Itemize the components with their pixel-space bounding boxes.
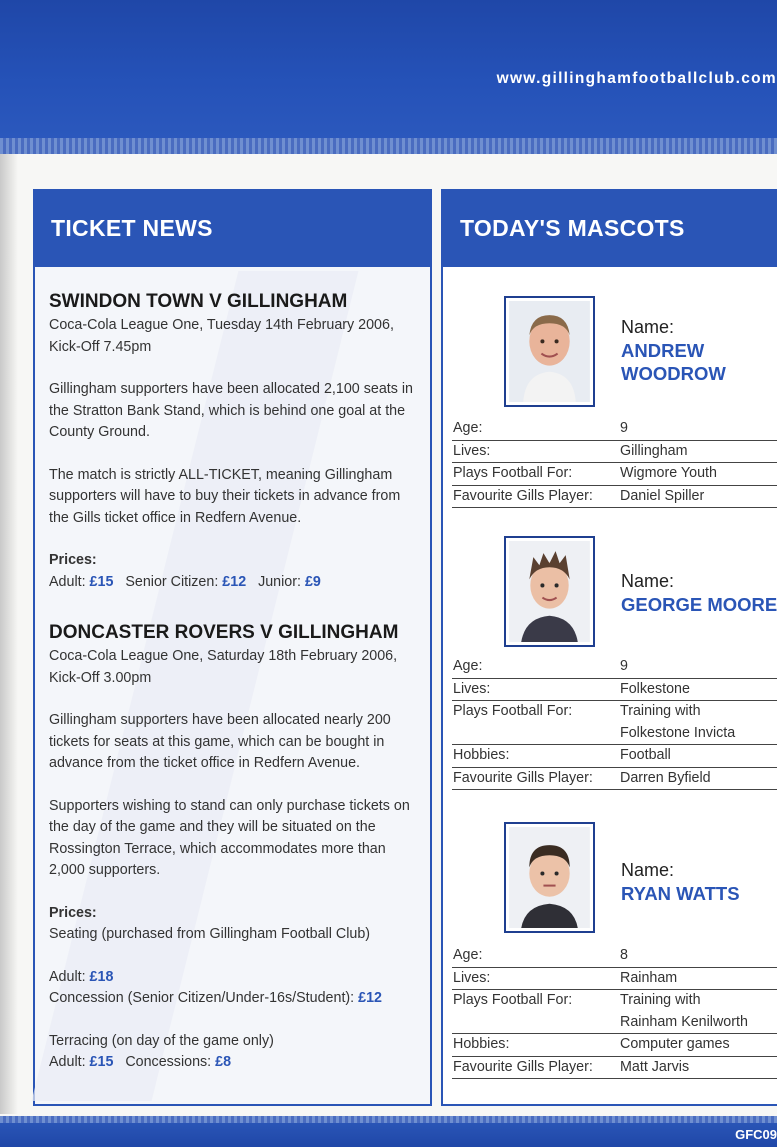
detail-value-line2: Rainham Kenilworth [620, 1013, 748, 1030]
detail-key: Lives: [453, 680, 491, 697]
mascot-details [452, 656, 777, 790]
mascot-name [621, 593, 777, 616]
match1-para2: The match is strictly ALL-TICKET, meaning Gillingham supporters will have to buy their tickets in advance from the Gills ticket office in Redfern Avenue. [49, 466, 401, 526]
detail-row [452, 441, 777, 464]
page-binding-shadow [0, 154, 18, 1114]
terracing-adult-price: £15 [89, 1054, 114, 1070]
concession-label: Concession (Senior Citizen/Under-16s/Student): [49, 990, 355, 1006]
terracing-label: Terracing (on day of the game only) [49, 1032, 274, 1049]
mascots-heading: TODAY'S MASCOTS [443, 191, 777, 267]
adult-price: £15 [89, 573, 114, 590]
detail-key: Favourite Gills Player: [453, 769, 593, 786]
detail-row [452, 701, 777, 745]
detail-key: Favourite Gills Player: [453, 1058, 593, 1075]
detail-row [452, 945, 777, 968]
match2-details: Coca-Cola League One, Saturday 18th February 2006, Kick-Off 3.00pm [49, 648, 398, 686]
detail-row [452, 463, 777, 486]
detail-key: Hobbies: [453, 1036, 510, 1052]
concession-price: £12 [358, 990, 382, 1006]
detail-value: Wigmore Youth [620, 465, 717, 481]
detail-row [452, 768, 777, 791]
detail-value [620, 701, 777, 744]
mascot-name-line1: RYAN WATTS [621, 883, 740, 904]
detail-key: Age: [453, 947, 483, 963]
header-band [0, 0, 777, 138]
terracing-adult-label: Adult: [49, 1054, 86, 1070]
terracing-concessions-price: £8 [215, 1054, 232, 1070]
match2-prices-label: Prices: [49, 904, 97, 921]
mascot-name-label: Name: [621, 860, 675, 880]
seating-label: Seating (purchased from Gillingham Football Club) [49, 926, 371, 942]
mascots-panel [441, 189, 777, 1106]
ticket-news-panel [33, 189, 432, 1106]
mascot-name [621, 339, 777, 385]
detail-value: Matt Jarvis [620, 1058, 690, 1075]
site-url[interactable]: www.gillinghamfootballclub.com [496, 70, 777, 87]
mascot-details [452, 418, 777, 508]
detail-row [452, 990, 777, 1034]
seating-concession [49, 988, 424, 1010]
seating-adult-label: Adult: [49, 968, 86, 985]
detail-row [452, 1034, 777, 1057]
page-code: GFC09 [735, 1127, 777, 1142]
detail-key: Favourite Gills Player: [453, 487, 593, 504]
detail-value: Gillingham [620, 442, 688, 459]
portrait-icon [509, 301, 590, 402]
detail-row [452, 968, 777, 991]
portrait-icon [509, 541, 590, 642]
detail-row [452, 418, 777, 441]
terracing-concessions-label: Concessions: [125, 1054, 212, 1070]
junior-label: Junior: [258, 573, 301, 590]
detail-key: Plays Football For: [453, 465, 573, 481]
mascot-name-line2: WOODROW [621, 363, 726, 384]
senior-label: Senior Citizen: [125, 573, 219, 590]
match2-title: DONCASTER ROVERS V GILLINGHAM [49, 622, 399, 643]
match1-para1: Gillingham supporters have been allocated 2,100 seats in the Stratton Bank Stand, which is behind one goal at the County Ground. [49, 381, 414, 440]
mascot-details [452, 945, 777, 1079]
detail-row [452, 486, 777, 509]
mascot-name-line1: GEORGE MOORE [621, 594, 777, 615]
seating-adult [49, 967, 424, 989]
detail-value [620, 990, 777, 1033]
adult-label: Adult: [49, 573, 86, 590]
ticket-news-content [49, 290, 424, 1074]
portrait-icon [509, 827, 590, 928]
mascot-name-line1: ANDREW [621, 340, 705, 361]
header-stripe [0, 138, 777, 154]
match1-details: Coca-Cola League One, Tuesday 14th February 2006, Kick-Off 7.45pm [49, 317, 394, 355]
mascot-photo [504, 822, 595, 933]
detail-value: Folkestone [620, 680, 690, 697]
detail-key: Lives: [453, 969, 491, 986]
detail-value: Daniel Spiller [620, 487, 705, 504]
senior-price: £12 [222, 573, 247, 590]
seating-adult-price: £18 [89, 968, 114, 985]
detail-value: Rainham [620, 969, 678, 986]
detail-value-line1: Training with [620, 992, 701, 1008]
mascot-name-label: Name: [621, 571, 675, 591]
detail-row [452, 745, 777, 768]
mascot-name-label: Name: [621, 317, 675, 337]
detail-value-line2: Folkestone Invicta [620, 724, 736, 741]
footer-stripe [0, 1116, 777, 1123]
detail-row [452, 679, 777, 702]
detail-key: Age: [453, 420, 483, 436]
mascot-photo [504, 536, 595, 647]
detail-key: Plays Football For: [453, 703, 573, 719]
match1-prices-label: Prices: [49, 552, 97, 568]
detail-key: Lives: [453, 442, 491, 459]
detail-value: Darren Byfield [620, 769, 711, 786]
detail-row [452, 1057, 777, 1080]
mascot-photo [504, 296, 595, 407]
match2-para1: Gillingham supporters have been allocated nearly 200 tickets for seats at this game, which can be bought in advance from the ticket office in Redfern Avenue. [49, 712, 391, 771]
detail-value-line1: Training with [620, 703, 701, 719]
detail-value: 8 [620, 947, 628, 963]
match1-prices [49, 572, 424, 594]
detail-key: Hobbies: [453, 747, 510, 763]
detail-row [452, 656, 777, 679]
match2-para2: Supporters wishing to stand can only purchase tickets on the day of the game and they will be situated on the Rossington Terrace, which accommodates more than 2,000 supporters. [49, 797, 410, 878]
terracing-prices [49, 1052, 424, 1074]
detail-key: Age: [453, 658, 483, 674]
detail-value: 9 [620, 658, 628, 674]
detail-value: Computer games [620, 1036, 730, 1052]
junior-price: £9 [304, 573, 321, 590]
mascot-name [621, 882, 777, 905]
detail-value: 9 [620, 420, 628, 436]
ticket-news-heading: TICKET NEWS [35, 191, 430, 267]
footer-band [0, 1123, 777, 1147]
match1-title: SWINDON TOWN V GILLINGHAM [49, 291, 348, 312]
detail-key: Plays Football For: [453, 992, 573, 1008]
detail-value: Football [620, 747, 671, 763]
